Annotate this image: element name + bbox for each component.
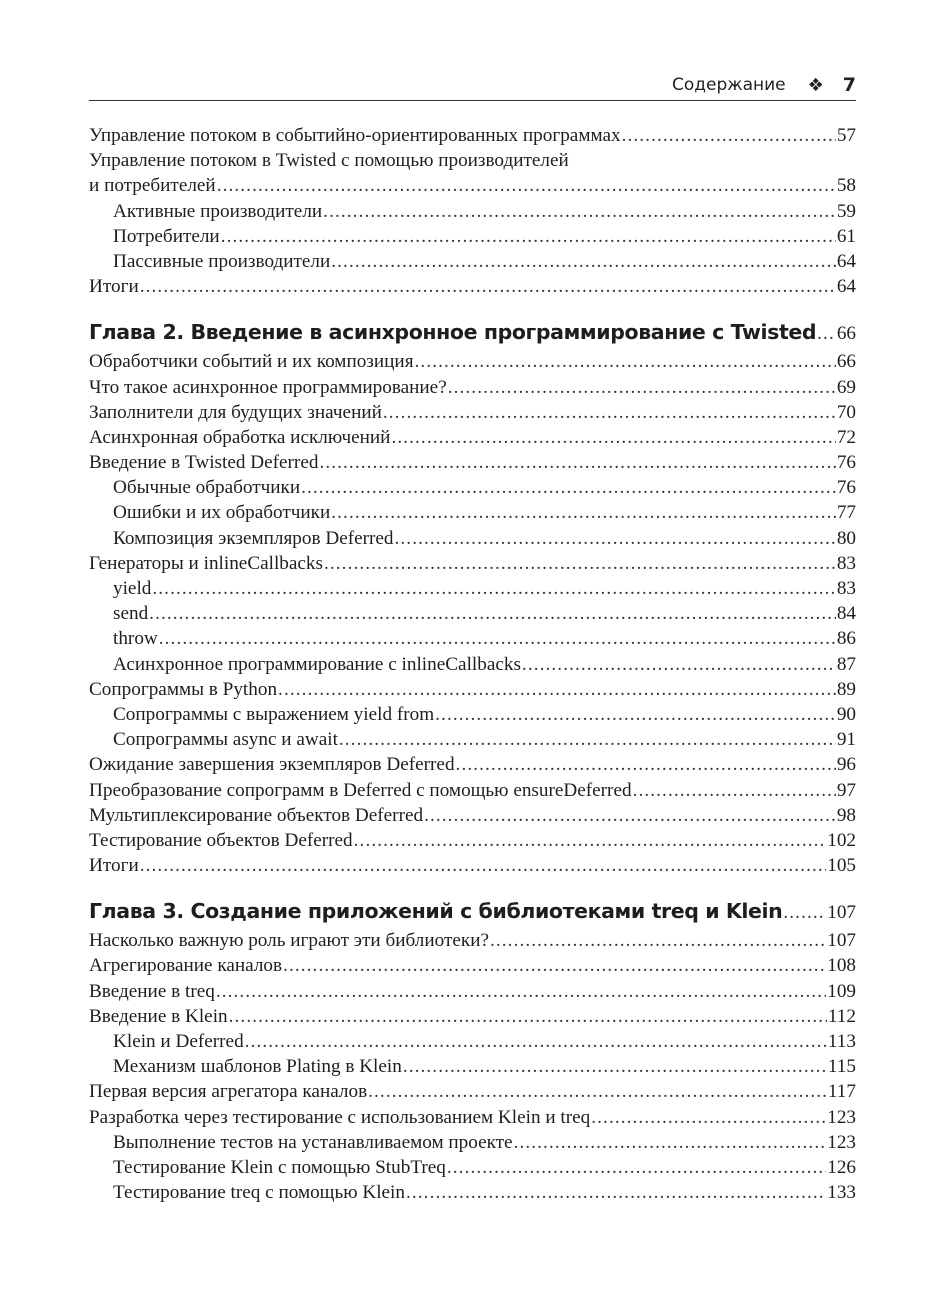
toc-entry[interactable] [89, 349, 856, 374]
toc-entry-page: 89 [836, 678, 856, 700]
toc-entry-page: 90 [836, 703, 856, 725]
dot-leader [331, 249, 836, 274]
toc-entry-page: 98 [836, 804, 856, 826]
toc-entry-title: Ошибки и их обработчики [113, 502, 331, 524]
toc-entry-title: Насколько важную роль играют эти библиотеки? [89, 930, 489, 952]
dot-leader [229, 1004, 827, 1029]
dot-leader [403, 1054, 827, 1079]
toc-entry-page: 70 [836, 401, 856, 423]
toc-entry-title: Введение в treq [89, 980, 215, 1002]
toc-entry-title: Тестирование Klein с помощью StubTreq [113, 1156, 446, 1178]
dot-leader [490, 928, 826, 953]
dot-leader [447, 1155, 826, 1180]
toc-entry-page: 113 [827, 1031, 856, 1052]
toc-subentry[interactable] [89, 1054, 856, 1079]
toc-entry[interactable] [89, 274, 856, 299]
ornament-icon: ❖ [807, 74, 824, 96]
dot-leader [415, 349, 836, 374]
toc-entry-title: Ожидание завершения экземпляров Deferred [89, 754, 455, 776]
dot-leader [319, 450, 835, 475]
toc-entry[interactable] [89, 1004, 856, 1029]
dot-leader [368, 1079, 827, 1104]
dot-leader [424, 803, 836, 828]
dot-leader [395, 526, 836, 551]
toc-entry-page: 126 [827, 1156, 856, 1178]
table-of-contents [89, 123, 856, 1205]
toc-entry-title: Сопрограммы с выражением yield from [113, 703, 435, 725]
toc-subentry[interactable] [89, 1155, 856, 1180]
dot-leader [221, 224, 836, 249]
toc-entry-page: 107 [827, 930, 856, 952]
toc-entry-page: 115 [827, 1056, 856, 1078]
toc-chapter-3[interactable] [89, 896, 856, 926]
dot-leader [591, 1105, 826, 1130]
toc-entry[interactable] [89, 400, 856, 425]
toc-entry-title: Заполнители для будущих значений [89, 401, 382, 423]
toc-entry-page: 83 [836, 552, 856, 574]
toc-entry-title: Введение в Klein [89, 1005, 228, 1027]
toc-entry-title: Разработка через тестирование с использованием Klein и treq [89, 1106, 591, 1128]
toc-subentry[interactable] [89, 475, 856, 500]
dot-leader [245, 1029, 827, 1054]
toc-entry-title: Композиция экземпляров Deferred [113, 527, 394, 549]
toc-entry-page: 97 [836, 779, 856, 801]
toc-entry-page: 64 [836, 250, 856, 272]
toc-entry[interactable] [89, 551, 856, 576]
dot-leader [331, 500, 836, 525]
toc-entry-page: 133 [827, 1182, 856, 1204]
chapter-page: 107 [827, 902, 856, 924]
dot-leader [391, 425, 835, 450]
chapter-title: Глава 2. Введение в асинхронное программирование с Twisted [89, 320, 817, 345]
dot-leader [354, 828, 827, 853]
toc-entry[interactable] [89, 928, 856, 953]
toc-entry-page: 123 [827, 1106, 856, 1128]
toc-entry-title: Управление потоком в событийно-ориентированных программах [89, 125, 621, 146]
dot-leader [159, 626, 836, 651]
toc-entry[interactable] [89, 173, 856, 198]
toc-entry-title: Klein и Deferred [113, 1031, 244, 1052]
toc-entry-page: 86 [836, 628, 856, 650]
toc-entry-page: 83 [836, 578, 856, 599]
toc-entry[interactable] [89, 375, 856, 400]
toc-entry[interactable] [89, 677, 856, 702]
dot-leader [448, 375, 836, 400]
toc-subentry[interactable] [89, 224, 856, 249]
toc-entry-title: Обычные обработчики [113, 477, 301, 499]
dot-leader [301, 475, 836, 500]
toc-entry[interactable] [89, 752, 856, 777]
toc-entry-title: Механизм шаблонов Plating в Klein [113, 1056, 402, 1078]
dot-leader [278, 677, 836, 702]
toc-entry-page: 105 [827, 855, 856, 877]
toc-entry-page: 112 [827, 1005, 856, 1027]
toc-subentry[interactable] [89, 601, 856, 626]
toc-entry-title: Что такое асинхронное программирование? [89, 376, 447, 398]
dot-leader [456, 752, 836, 777]
header-section-title: Содержание [671, 75, 786, 95]
toc-entry-page: 57 [836, 125, 856, 146]
toc-entry-page: 91 [836, 729, 856, 751]
toc-entry-page: 64 [836, 276, 856, 298]
dot-leader [783, 898, 826, 928]
toc-subentry[interactable] [89, 576, 856, 601]
toc-entry-page: 76 [836, 477, 856, 499]
toc-entry-page: 96 [836, 754, 856, 776]
toc-entry-title: Пассивные производители [113, 250, 331, 272]
toc-entry-title: Тестирование объектов Deferred [89, 829, 353, 851]
dot-leader [406, 1180, 826, 1205]
toc-subentry[interactable] [89, 500, 856, 525]
running-header [672, 74, 856, 96]
dot-leader [149, 601, 836, 626]
toc-entry-title: Асинхронное программирование с inlineCallbacks [113, 653, 521, 675]
toc-entry[interactable] [89, 425, 856, 450]
toc-entry-title: throw [113, 628, 158, 650]
toc-entry-title: Тестирование treq с помощью Klein [113, 1182, 405, 1204]
toc-entry-title: Итоги [89, 276, 139, 298]
toc-entry-page: 109 [827, 980, 856, 1002]
toc-entry[interactable] [89, 450, 856, 475]
toc-entry-title: Агрегирование каналов [89, 955, 283, 977]
toc-entry-title: yield [113, 578, 152, 599]
dot-leader [140, 274, 836, 299]
header-page-number: 7 [842, 74, 856, 96]
dot-leader [514, 1130, 827, 1155]
dot-leader [633, 778, 836, 803]
toc-entry-page: 72 [836, 426, 856, 448]
toc-entry[interactable] [89, 1079, 856, 1104]
toc-entry-page: 58 [836, 175, 856, 197]
toc-subentry[interactable] [89, 526, 856, 551]
toc-entry-page: 102 [827, 829, 856, 851]
toc-entry-title: Асинхронная обработка исключений [89, 426, 391, 448]
toc-entry-title: send [113, 603, 149, 625]
toc-entry-page: 87 [836, 653, 856, 675]
chapter-title: Глава 3. Создание приложений с библиотеками treq и Klein [89, 899, 783, 924]
toc-subentry[interactable] [89, 626, 856, 651]
toc-subentry[interactable] [89, 652, 856, 677]
toc-entry-page: 77 [836, 502, 856, 524]
toc-entry-title: Итоги [89, 855, 139, 877]
dot-leader [339, 727, 836, 752]
dot-leader [522, 652, 836, 677]
toc-subentry[interactable] [89, 199, 856, 224]
toc-subentry[interactable] [89, 727, 856, 752]
toc-entry-page: 76 [836, 452, 856, 474]
toc-subentry[interactable] [89, 249, 856, 274]
toc-entry-title: Активные производители [113, 200, 323, 222]
toc-entry[interactable] [89, 979, 856, 1004]
dot-leader [283, 953, 826, 978]
toc-entry-page: 108 [827, 955, 856, 977]
toc-entry-page: 69 [836, 376, 856, 398]
toc-entry-page: 84 [836, 603, 856, 625]
toc-entry-page: 123 [827, 1131, 856, 1153]
toc-entry-title: Генераторы и inlineCallbacks [89, 552, 323, 574]
dot-leader [435, 702, 836, 727]
toc-subentry[interactable] [89, 1180, 856, 1205]
chapter-page: 66 [836, 323, 856, 345]
toc-entry-title: Введение в Twisted Deferred [89, 452, 319, 474]
toc-entry-title: и потребителей [89, 175, 216, 197]
dot-leader [383, 400, 836, 425]
header-rule [89, 100, 856, 101]
toc-entry[interactable] [89, 778, 856, 803]
toc-entry[interactable] [89, 803, 856, 828]
toc-entry-page: 80 [836, 527, 856, 549]
toc-entry-title: Сопрограммы в Python [89, 678, 278, 700]
toc-subentry[interactable] [89, 702, 856, 727]
toc-entry-title: Выполнение тестов на устанавливаемом проекте [113, 1131, 513, 1153]
dot-leader [622, 123, 836, 148]
toc-entry[interactable] [89, 828, 856, 853]
dot-leader [323, 199, 836, 224]
dot-leader [324, 551, 836, 576]
toc-entry-title-line[interactable]: Управление потоком в Twisted с помощью производителей [89, 150, 569, 172]
toc-subentry[interactable] [89, 1029, 856, 1054]
dot-leader [217, 173, 836, 198]
toc-entry-title: Обработчики событий и их композиция [89, 351, 414, 373]
toc-entry-page: 59 [836, 200, 856, 222]
toc-entry-title: Мультиплексирование объектов Deferred [89, 804, 424, 826]
toc-entry-title: Потребители [113, 225, 220, 247]
toc-entry[interactable] [89, 123, 856, 148]
toc-entry[interactable] [89, 1105, 856, 1130]
toc-entry-page: 117 [827, 1081, 856, 1103]
dot-leader [216, 979, 826, 1004]
toc-chapter-2[interactable] [89, 317, 856, 347]
toc-entry-title: Сопрограммы async и await [113, 729, 338, 751]
toc-entry[interactable] [89, 953, 856, 978]
toc-entry-title: Преобразование сопрограмм в Deferred с помощью ensureDeferred [89, 779, 632, 801]
toc-entry[interactable] [89, 853, 856, 878]
toc-entry-title: Первая версия агрегатора каналов [89, 1081, 368, 1103]
dot-leader [152, 576, 835, 601]
dot-leader [140, 853, 826, 878]
toc-subentry[interactable] [89, 1130, 856, 1155]
toc-entry-page: 61 [836, 225, 856, 247]
toc-entry-page: 66 [836, 351, 856, 373]
dot-leader [817, 319, 836, 349]
